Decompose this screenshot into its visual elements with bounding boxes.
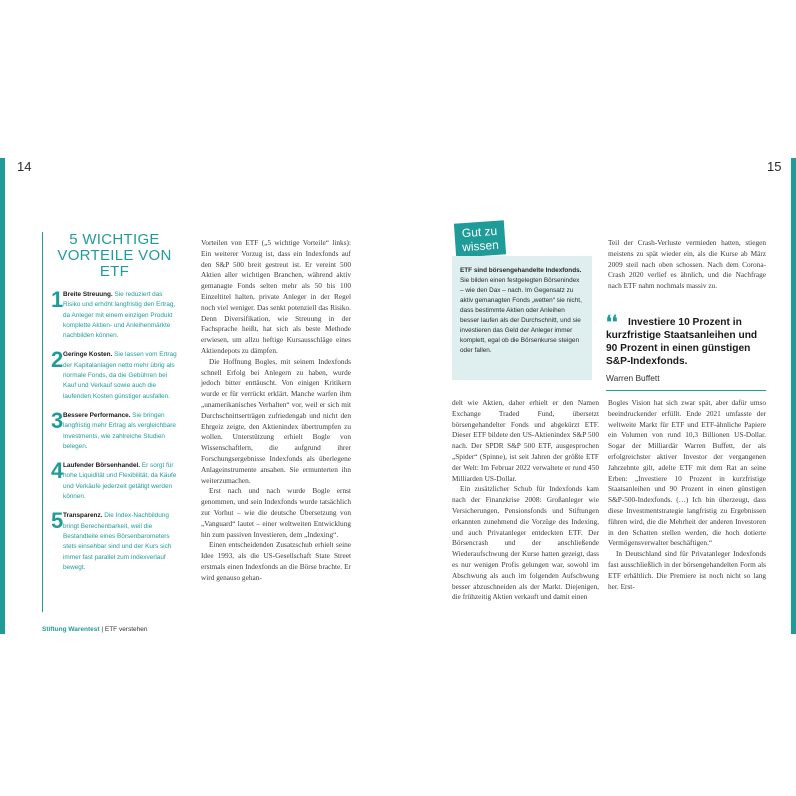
advantage-item (51, 508, 178, 573)
advantage-number: 2 (51, 347, 64, 373)
quote-icon: ❛❛ (606, 312, 618, 332)
five-advantages-box (42, 232, 178, 612)
footer-book-title: ETF verstehen (104, 626, 148, 633)
page-footer (42, 626, 148, 633)
body-paragraph: delt wie Aktien, daher erhielt er den Namen Exchange Traded Fund, übersetzt börsengehandelter Fonds und abgekürzt ETF. Dieser ETF bildete den US-Aktienindex S&P 500 nach. Der SPDR S&P 500 ETF, ausgesprochen „Spider“ (Spinne), ist seit Jahren der größte ETF der Welt: Im Februar 2022 verwaltete er rund 450 Milliarden US-Dollar. (452, 398, 599, 483)
quote-author: Warren Buffett (606, 373, 660, 383)
advantage-body: Die Index-Nachbildung bringt Berechenbarkeit, weil die Bestandteile eines Börsenbarometers stets einsehbar sind und der Kurs sich immer fast parallel zum Indexverlauf bewegt. (63, 512, 172, 571)
info-box-text: Sie bilden einen festgelegten Börsenindex – wie den Dax – nach. Im Gegensatz zu aktiv gemanagten Fonds „wetten“ sie nicht, dass bestimmte Aktien oder Anleihen besser laufen als der Durchschnitt, und sie investieren das Geld der Anleger immer komplett, egal ob die Börsenkurse steigen oder fallen. (460, 277, 582, 354)
advantage-item (51, 287, 178, 341)
advantage-item (51, 458, 178, 502)
advantage-heading: Transparenz. (63, 512, 103, 520)
left-page-number: 14 (17, 159, 32, 174)
body-paragraph: In Deutschland sind für Privatanleger Indexfonds fast ausschließlich in der börsengehandelten Form als ETF erhältlich. Die Premiere ist noch nicht so lang her. Erst- (608, 549, 766, 591)
advantage-number: 3 (51, 407, 64, 433)
body-paragraph: Erst nach und nach wurde Bogle ernst genommen, und sein Indexfonds wurde tatsächlich zur Vorhut – wie die deutsche Übersetzung von „Vanguard“ lautet – einer weltweiten Entwicklung hin zum passiven Investieren, dem „Indexing“. (201, 486, 351, 539)
right-body-column-2-top (608, 238, 766, 292)
advantage-number: 5 (51, 508, 64, 534)
advantage-number: 4 (51, 458, 64, 484)
body-paragraph: Teil der Crash-Verluste vermieden hatten, stiegen meistens zu spät wieder ein, als die Kurse ab März 2009 steil nach oben schossen. Nach dem Corona-Crash 2020 verlief es ähnlich, und die Nachfrage nach ETF nahm nochmals massiv zu. (608, 238, 766, 291)
buffett-quote (606, 312, 766, 383)
body-paragraph: Die Hoffnung Bogles, mit seinem Indexfonds schnell Erfolg bei Anlegern zu haben, wurde jedoch bitter enttäuscht. Von einigen Kritikern wurde er für verrückt erklärt. Manche warfen ihm „unamerikanisches Verhalten“ vor, weil er sich mit Durchschnittserträgen zufriedengab und nicht den Ehrgeiz zeigte, den Aktienindex übertrumpfen zu wollen. Unterstützung erhielt Bogle von Wissenschaftlern, die aufgrund ihrer Forschungsergebnisse Indexfonds als überlegene Anlageinstrumente ansahen. Sie ermunterten ihn weiterzumachen. (201, 356, 351, 485)
body-paragraph: Ein zusätzlicher Schub für Indexfonds kam nach der Finanzkrise 2008: Großanleger wie Versicherungen, Pensionsfonds und Stiftungen erkannten zunehmend die Vorzüge des Indexing, und auch Privatanleger entdeckten ETF. Der Börsencrash und der anschließende Wiederaufschwung der Kurse hatten gezeigt, dass es nur wenigen Profis gelungen war, sowohl im Abschwung als auch im folgenden Aufschwung besser abzuschneiden als der Markt. Diejenigen, die frühzeitig Aktien verkauft und damit einen (452, 484, 599, 602)
good-to-know-tag: Gut zu wissen (454, 220, 506, 257)
info-box-bold: ETF sind börsengehandelte Indexfonds. (460, 267, 582, 274)
body-paragraph: Vorteilen von ETF („5 wichtige Vorteile“ links): Ein weiterer Vorzug ist, dass ein Indexfonds auf den S&P 500 breit gestreut ist. Er vereint 500 Aktien aller wichtigen Branchen, während aktiv gemanagte Fonds selten mehr als 50 bis 100 Einzeltitel halten, private Anleger in der Regel noch viel weniger. Das senkt potenziell das Risiko. Denn Diversifikation, wie Streuung in der Fachsprache heißt, hat sich als beste Methode erwiesen, um allzu heftige Kursausschläge eines Aktiendepots zu dämpfen. (201, 238, 351, 355)
advantage-heading: Bessere Performance. (63, 411, 131, 419)
right-body-column-1 (452, 398, 599, 603)
five-advantages-title: 5 WICHTIGE VORTEILE VON ETF (57, 231, 172, 280)
body-paragraph: Bogles Vision hat sich zwar spät, aber dafür umso beeindruckender erfüllt. Ende 2021 umfasste der weltweite Markt für ETF und ETF-ähnliche Papiere ein Volumen von rund 10,3 Billionen US-Dollar. Sogar der Milliardär Warren Buffett, der als erfolgreichster aktiver Investor der vergangenen Jahrzehnte gilt, adelte ETF mit dem Rat an seine Erben: „Investiere 10 Prozent in kurzfristige Staatsanleihen und 90 Prozent in einen günstigen S&P-500-Indexfonds. (…) Ich bin überzeugt, dass diese Investmentstrategie langfristig zu Ergebnissen führen wird, die die Mehrheit der anderen Investoren in den Schatten stellen werden, die hoch dotierte Vermögensverwalter beschäftigen.“ (608, 398, 766, 548)
advantage-body: Sie reduziert das Risiko und erhöht langfristig den Ertrag, da Anleger mit einem einzigen Produkt komplette Aktien- und Anleihenmärkte nachbilden können. (63, 291, 176, 340)
advantage-heading: Breite Streuung. (63, 291, 113, 298)
right-page-number: 15 (767, 159, 782, 174)
advantage-heading: Geringe Kosten. (63, 351, 113, 359)
quote-divider (606, 390, 766, 391)
advantage-item (51, 347, 178, 401)
advantage-body: Sie lassen vom Ertrag der Kapitalanlagen netto mehr übrig als normale Fonds, da die Gebühren bei Kauf und Verkauf sowie auch die laufenden Kosten günstiger ausfallen. (63, 351, 177, 400)
advantage-heading: Laufender Börsenhandel. (63, 462, 141, 470)
good-to-know-box (452, 256, 592, 380)
advantage-number: 1 (51, 287, 64, 312)
right-body-column-2 (608, 398, 766, 592)
footer-separator: | (99, 626, 105, 633)
footer-brand: Stiftung Warentest (42, 626, 100, 633)
advantage-body: Sie bringen langfristig mehr Ertrag als vergleichbare Investments, wie zahlreiche Studien belegen. (63, 411, 176, 450)
advantage-item (51, 407, 178, 452)
quote-text: Investiere 10 Prozent in kurzfristige Staatsanleihen und 90 Prozent in einen günstigen S&P-Indexfonds. (606, 317, 758, 367)
advantage-body: Er sorgt für hohe Liquidität und Flexibilität, da Käufe und Verkäufe jederzeit getätigt werden können. (63, 462, 177, 501)
left-body-column (201, 238, 351, 584)
right-page-edge-bar (791, 158, 796, 634)
left-page-edge-bar (0, 158, 5, 634)
body-paragraph: Einen entscheidenden Zusatzschub erhielt seine Idee 1993, als die US-Gesellschaft State Street erstmals einen Indexfonds an die Börse brachte. Er wird genauso gehan- (201, 540, 351, 582)
